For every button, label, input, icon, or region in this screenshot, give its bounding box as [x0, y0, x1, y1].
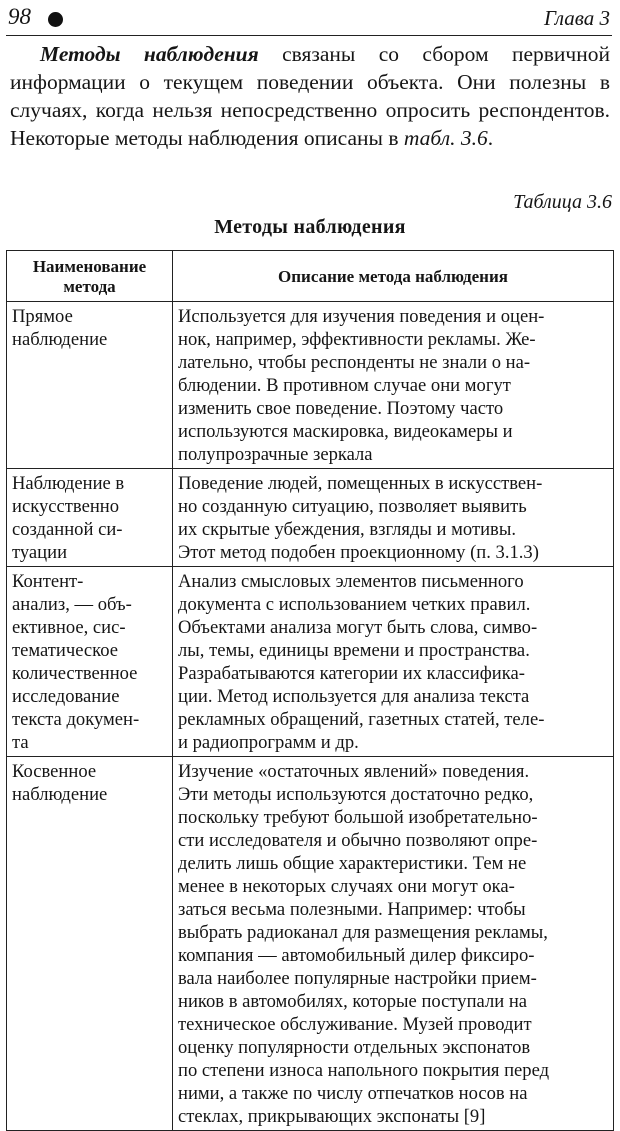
method-name-cell — [7, 302, 173, 469]
method-name-line: ективное, сис- — [12, 617, 126, 638]
method-description-line: Анализ смысловых элементов письменного — [178, 571, 524, 592]
header-method-description: Описание метода наблюдения — [173, 251, 614, 302]
method-description-line: изменить свое поведение. Поэтому часто — [178, 398, 504, 419]
method-description-line: полупрозрачные зеркала — [178, 444, 373, 465]
method-description-cell — [173, 469, 614, 567]
method-name-line: Контент- — [12, 571, 84, 592]
table-header-row — [7, 251, 614, 302]
method-description-line: но созданную ситуацию, позволяет выявить — [178, 496, 527, 517]
methods-table — [6, 250, 614, 1131]
method-description-line: Разрабатываются категории их классифика- — [178, 663, 525, 684]
method-description-cell — [173, 757, 614, 1131]
method-description-line: сти исследователя и обычно позволяют опре- — [178, 830, 538, 851]
intro-term: Методы наблюдения — [40, 42, 259, 66]
method-description-line: лы, темы, единицы времени и пространства. — [178, 640, 530, 661]
table-row — [7, 567, 614, 757]
method-description-line: менее в некоторых случаях они могут ока- — [178, 876, 515, 897]
method-name-line: анализ, — объ- — [12, 594, 132, 615]
method-description-line: стеклах, прикрывающих экспонаты [9] — [178, 1106, 486, 1127]
method-description-line: Используется для изучения поведения и оцен- — [178, 306, 545, 327]
method-name-line: текста докумен- — [12, 709, 140, 730]
method-description-line: выбрать радиоканал для размещения рекламы, — [178, 922, 548, 943]
method-name-cell — [7, 757, 173, 1131]
method-name-line: Наблюдение в — [12, 473, 125, 494]
method-description-line: поскольку требуют большой изобретательно- — [178, 807, 538, 828]
method-description-cell — [173, 567, 614, 757]
method-description-line: блюдении. В противном случае они могут — [178, 375, 511, 396]
method-description-line: нок, например, эффективности рекламы. Же- — [178, 329, 536, 350]
method-description-line: Этот метод подобен проекционному (п. 3.1.3) — [178, 542, 539, 563]
bullet-icon — [48, 12, 63, 27]
method-description-line: Эти методы используются достаточно редко, — [178, 784, 534, 805]
method-description-line: используются маскировка, видеокамеры и — [178, 421, 513, 442]
method-name-line: исследование — [12, 686, 120, 707]
running-header — [6, 2, 612, 36]
method-name-line: тематическое — [12, 640, 119, 661]
method-description-line: по степени износа напольного покрытия перед — [178, 1060, 550, 1081]
method-name-line: Косвенное — [12, 761, 97, 782]
chapter-title: Глава 3 — [544, 6, 610, 30]
method-name-line: искусственно — [12, 496, 120, 517]
method-description-line: заться весьма полезными. Например: чтобы — [178, 899, 526, 920]
method-description-line: ними, а также по числу отпечатков носов на — [178, 1083, 528, 1104]
method-description-line: оценку популярности отдельных экспонатов — [178, 1037, 531, 1058]
method-name-line: та — [12, 732, 29, 753]
table-row — [7, 302, 614, 469]
table-row — [7, 469, 614, 567]
method-description-line: и радиопрограмм и др. — [178, 732, 359, 753]
method-name-line: количественное — [12, 663, 138, 684]
table-title: Методы наблюдения — [214, 216, 406, 238]
method-name-cell — [7, 469, 173, 567]
method-description-line: ников в автомобилях, которые поступали на — [178, 991, 528, 1012]
intro-paragraph — [10, 40, 610, 152]
table-row — [7, 757, 614, 1131]
page-number: 98 — [8, 4, 31, 29]
method-name-line: созданной си- — [12, 519, 123, 540]
method-description-line: рекламных обращений, газетных статей, теле- — [178, 709, 545, 730]
header-method-name: Наименование метода — [7, 251, 173, 302]
method-description-line: компания — автомобильный дилер фиксиро- — [178, 945, 535, 966]
method-name-line: Прямое — [12, 306, 73, 327]
intro-text: связаны со сбором первичной информации о текущем поведении объекта. Они полезны в случаях, когда нельзя непосредственно опросить респондентов. Некоторые методы наблюдения описаны в — [10, 42, 610, 150]
method-name-line: наблюдение — [12, 784, 108, 805]
table-reference: табл. 3.6 — [403, 126, 488, 150]
method-description-line: лательно, чтобы респонденты не знали о на- — [178, 352, 531, 373]
method-name-line: туации — [12, 542, 68, 563]
method-name-cell — [7, 567, 173, 757]
table-body — [7, 302, 614, 1131]
method-description-line: делить лишь общие характеристики. Тем не — [178, 853, 527, 874]
method-description-line: ции. Метод используется для анализа текста — [178, 686, 530, 707]
method-description-line: документа с использованием четких правил. — [178, 594, 531, 615]
intro-text-end: . — [487, 126, 494, 150]
method-description-line: вала наиболее популярные настройки прием- — [178, 968, 537, 989]
method-description-line: Изучение «остаточных явлений» поведения. — [178, 761, 530, 782]
method-description-cell — [173, 302, 614, 469]
method-description-line: техническое обслуживание. Музей проводит — [178, 1014, 532, 1035]
method-name-line: наблюдение — [12, 329, 108, 350]
method-description-line: Объектами анализа могут быть слова, симво- — [178, 617, 538, 638]
method-description-line: Поведение людей, помещенных в искусствен- — [178, 473, 543, 494]
table-caption: Таблица 3.6 — [513, 191, 612, 213]
method-description-line: их скрытые убеждения, взгляды и мотивы. — [178, 519, 516, 540]
